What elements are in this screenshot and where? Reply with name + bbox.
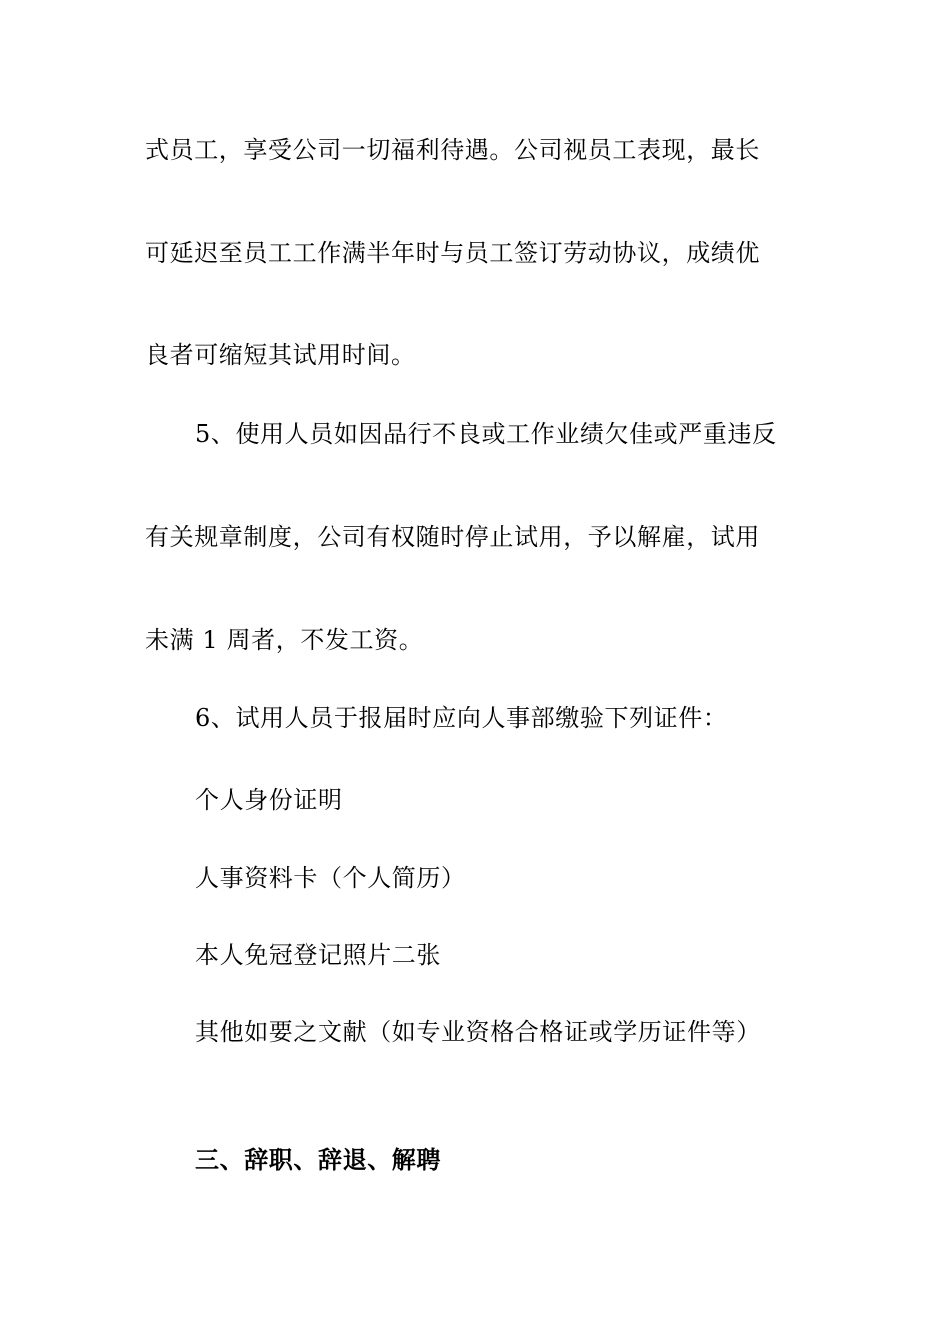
list-item: 其他如要之文献（如专业资格合格证或学历证件等） bbox=[195, 1018, 761, 1046]
list-item: 个人身份证明 bbox=[195, 786, 343, 814]
paragraph-line: 未满 1 周者，不发工资。 bbox=[145, 626, 424, 654]
paragraph-line: 式员工，享受公司一切福利待遇。公司视员工表现，最长 bbox=[145, 136, 760, 164]
paragraph-line: 有关规章制度，公司有权随时停止试用，予以解雇，试用 bbox=[145, 523, 760, 551]
list-item: 人事资料卡（个人简历） bbox=[195, 864, 466, 892]
paragraph-line: 6、试用人员于报届时应向人事部缴验下列证件： bbox=[195, 704, 728, 732]
section-heading: 三、辞职、辞退、解聘 bbox=[195, 1145, 441, 1174]
paragraph-line: 可延迟至员工工作满半年时与员工签订劳动协议，成绩优 bbox=[145, 239, 760, 267]
list-item: 本人免冠登记照片二张 bbox=[195, 941, 441, 969]
paragraph-line: 5、使用人员如因品行不良或工作业绩欠佳或严重违反 bbox=[195, 420, 777, 448]
paragraph-line: 良者可缩短其试用时间。 bbox=[145, 341, 416, 369]
